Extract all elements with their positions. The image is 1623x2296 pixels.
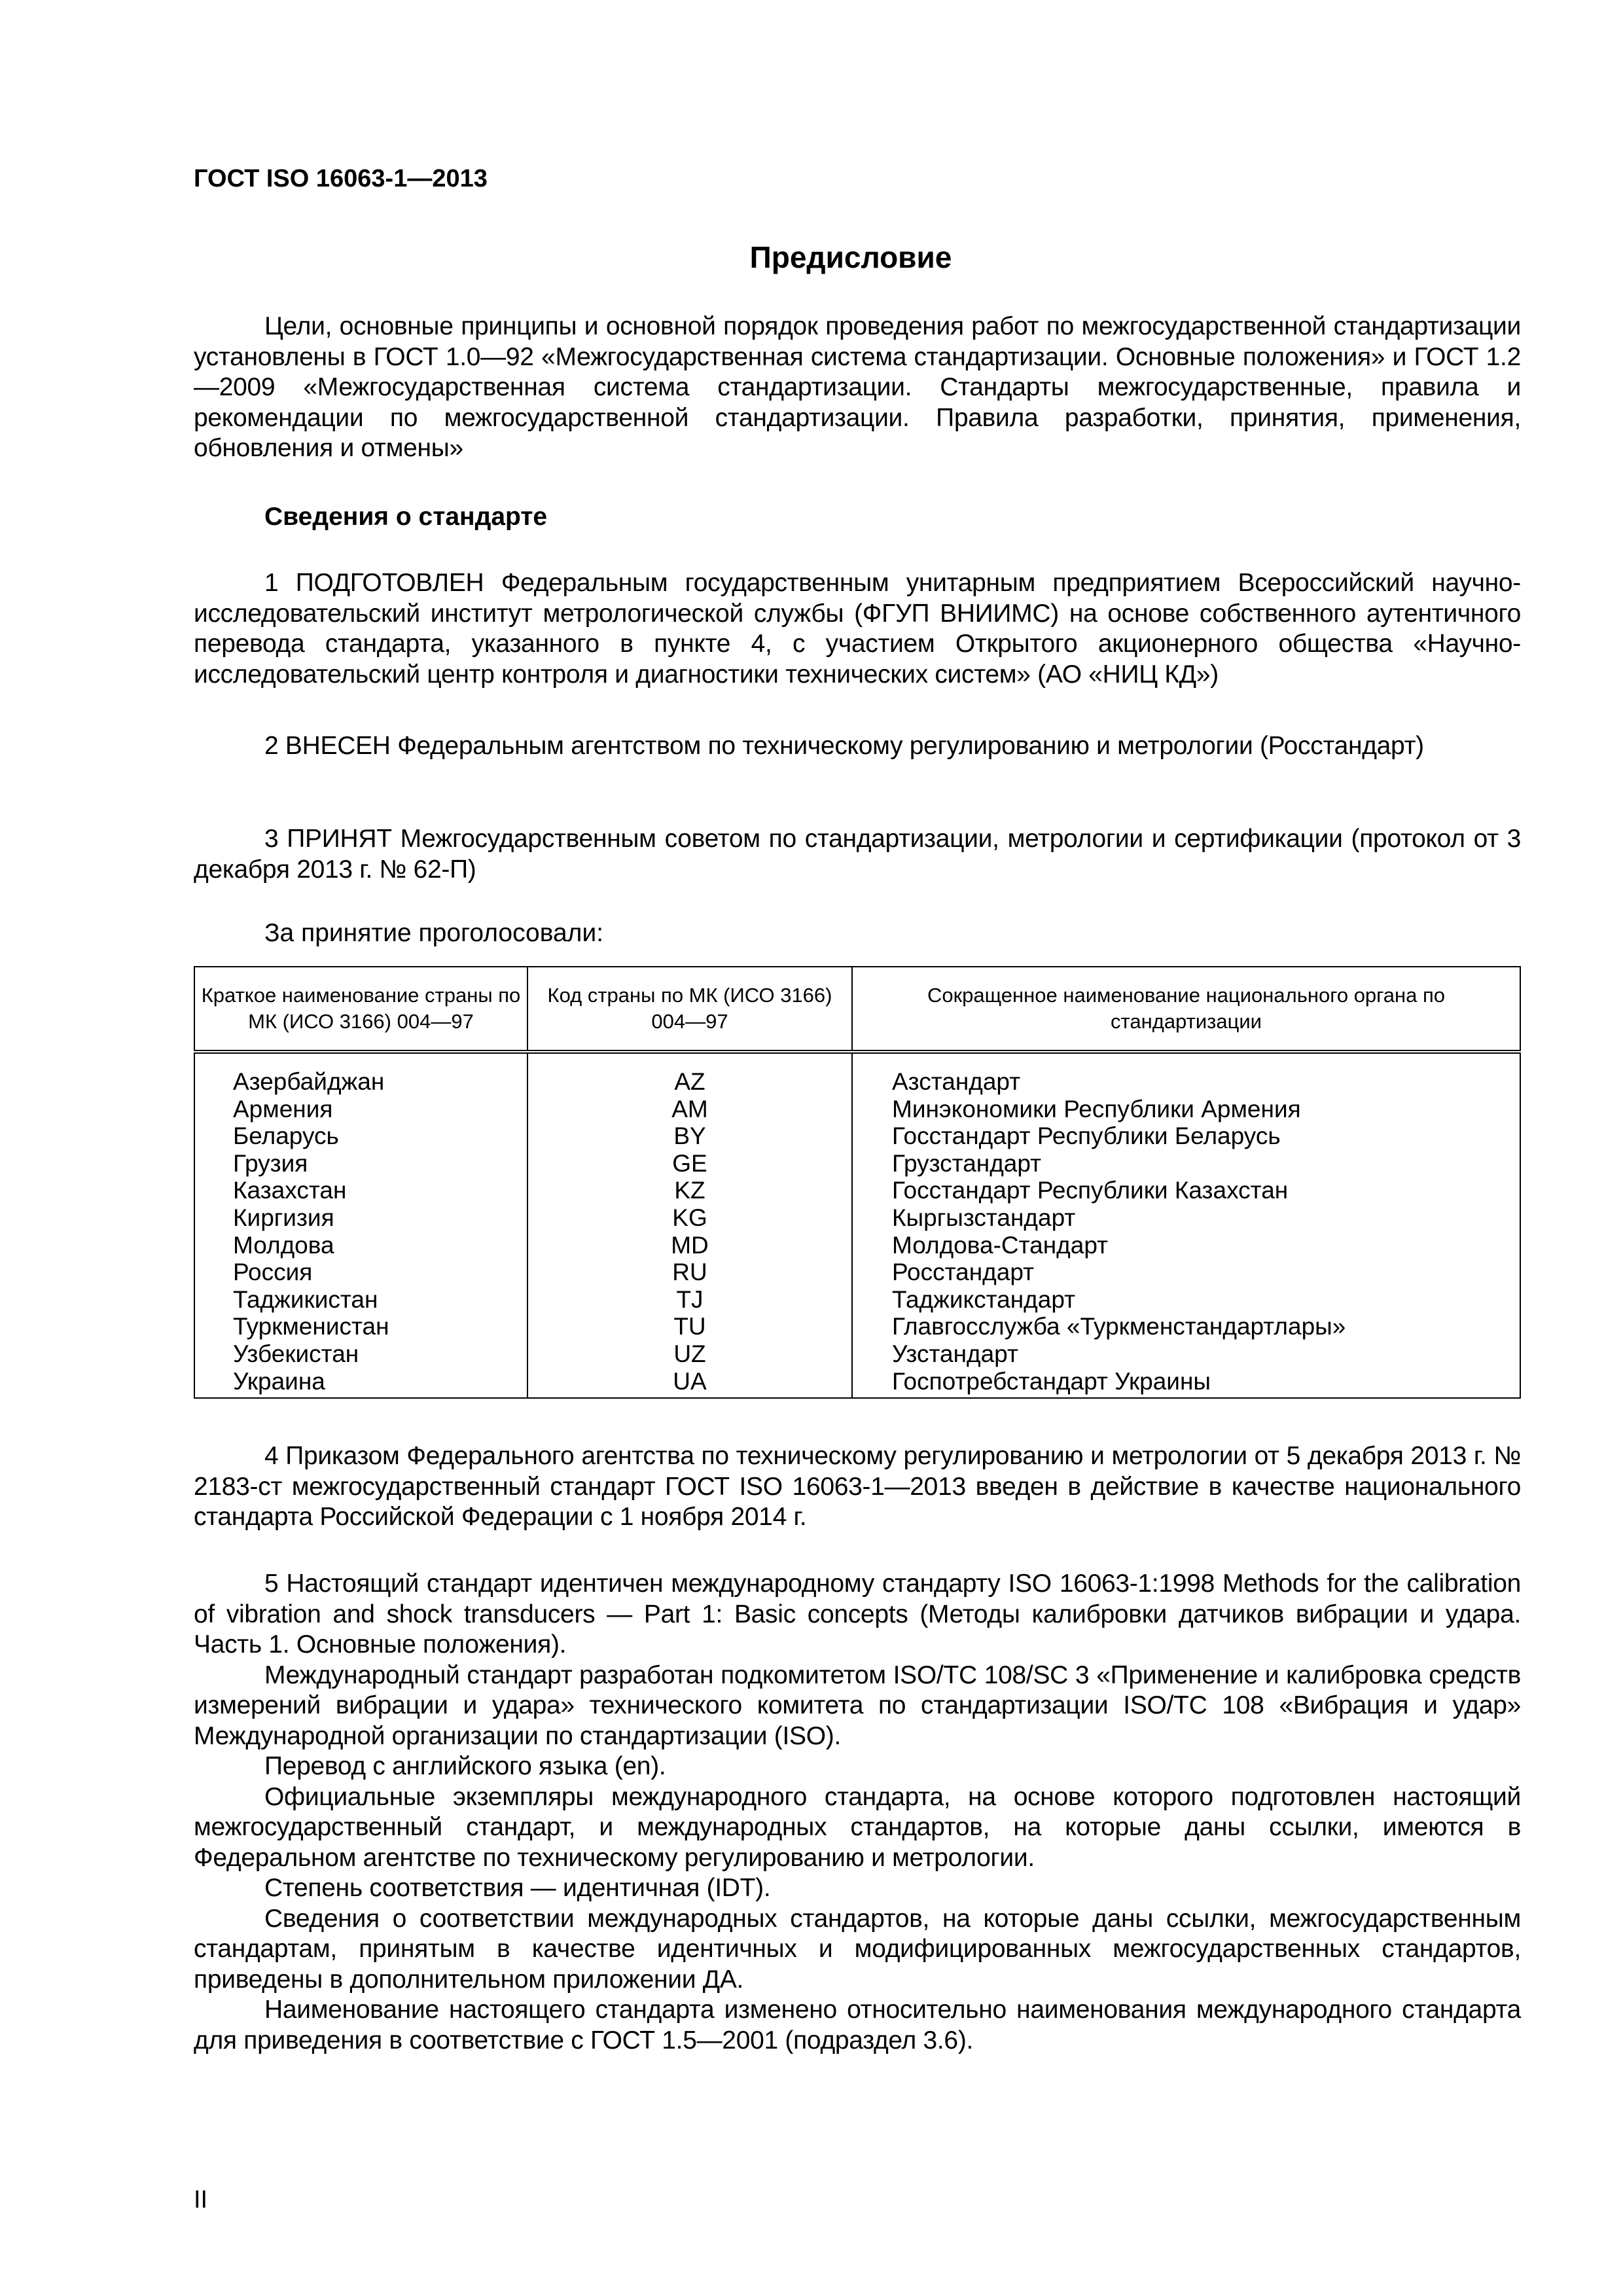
body-cell: Госстандарт Республики Казахстан xyxy=(852,1177,1520,1204)
section-heading: Сведения о стандарте xyxy=(264,503,548,531)
country-cell: Грузия xyxy=(194,1150,527,1177)
code-cell: TJ xyxy=(527,1286,852,1314)
body-cell: Кыргызстандарт xyxy=(852,1204,1520,1232)
code-cell: TU xyxy=(527,1313,852,1340)
table-row xyxy=(194,1052,1520,1096)
code-cell: UA xyxy=(527,1368,852,1399)
body-cell: Азстандарт xyxy=(852,1052,1520,1096)
body-cell: Молдова-Стандарт xyxy=(852,1232,1520,1259)
code-cell: KZ xyxy=(527,1177,852,1204)
item-4 xyxy=(194,1441,1521,1533)
item-5 xyxy=(194,1569,1521,2056)
item5-para: Степень соответствия — идентичная (IDT). xyxy=(264,1874,771,1902)
item-text: 4 Приказом Федерального агентства по техническому регулированию и метрологии от 5 декабря 2013 г. № 2183-ст межгосударственный стандарт ГОСТ ISO 16063-1—2013 введен в действие в качестве национального стандарта Российской Федерации с 1 ноября 2014 г. xyxy=(194,1442,1521,1531)
table-row xyxy=(194,1150,1520,1177)
code-cell: MD xyxy=(527,1232,852,1259)
country-cell: Россия xyxy=(194,1259,527,1286)
code-cell: BY xyxy=(527,1122,852,1150)
column-header-body: Сокращенное наименование национального органа по стандартизации xyxy=(852,967,1520,1052)
item5-para: Наименование настоящего стандарта изменено относительно наименования международного стандарта для приведения в соответствие с ГОСТ 1.5—2001 (подраздел 3.6). xyxy=(194,1996,1521,2054)
body-cell: Грузстандарт xyxy=(852,1150,1520,1177)
item-2 xyxy=(194,731,1521,762)
item5-para: Международный стандарт разработан подкомитетом ISO/TC 108/SC 3 «Применение и калибровка средств измерений вибрации и удара» технического комитета по стандартизации ISO/TC 108 «Вибрация и удар» Международной организации по стандартизации (ISO). xyxy=(194,1660,1521,1750)
voting-countries-table xyxy=(194,966,1521,1399)
body-cell: Госстандарт Республики Беларусь xyxy=(852,1122,1520,1150)
country-cell: Украина xyxy=(194,1368,527,1399)
table-row xyxy=(194,1368,1520,1399)
body-cell: Минэкономики Республики Армения xyxy=(852,1096,1520,1123)
body-cell: Узстандарт xyxy=(852,1340,1520,1368)
item-text: 2 ВНЕСЕН Федеральным агентством по техническому регулированию и метрологии (Росстандарт) xyxy=(264,732,1424,760)
country-cell: Молдова xyxy=(194,1232,527,1259)
item5-para: Официальные экземпляры международного стандарта, на основе которого подготовлен настоящий межгосударственный стандарт, и международных стандартов, на которые даны ссылки, имеются в Федеральном агентстве по техническому регулированию и метрологии. xyxy=(194,1782,1521,1872)
document-header: ГОСТ ISO 16063-1—2013 xyxy=(194,165,488,192)
table-row xyxy=(194,1204,1520,1232)
country-cell: Узбекистан xyxy=(194,1340,527,1368)
page-number: II xyxy=(194,2186,208,2214)
code-cell: KG xyxy=(527,1204,852,1232)
code-cell: AZ xyxy=(527,1052,852,1096)
vote-label: За принятие проголосовали: xyxy=(264,919,604,947)
body-cell: Главгосслужба «Туркменстандартлары» xyxy=(852,1313,1520,1340)
country-cell: Беларусь xyxy=(194,1122,527,1150)
intro-paragraph xyxy=(194,312,1521,464)
item-text: 1 ПОДГОТОВЛЕН Федеральным государственным унитарным предприятием Всероссийский научно-исследовательский институт метрологической службы (ФГУП ВНИИМС) на основе собственного аутентичного перевода стандарта, указанного в пункте 4, с участием Открытого акционерного общества «Научно-исследовательский центр контроля и диагностики технических систем» (АО «НИЦ КД») xyxy=(194,569,1521,689)
body-cell: Росстандарт xyxy=(852,1259,1520,1286)
intro-text: Цели, основные принципы и основной порядок проведения работ по межгосударственной стандартизации установлены в ГОСТ 1.0—92 «Межгосударственная система стандартизации. Основные положения» и ГОСТ 1.2—2009 «Межгосударственная система стандартизации. Стандарты межгосударственные, правила и рекомендации по межгосударственной стандартизации. Правила разработки, принятия, применения, обновления и отмены» xyxy=(194,312,1521,462)
table-row xyxy=(194,1340,1520,1368)
table-row xyxy=(194,1096,1520,1123)
column-header-code: Код страны по МК (ИСО 3166) 004—97 xyxy=(527,967,852,1052)
code-cell: GE xyxy=(527,1150,852,1177)
item-3 xyxy=(194,824,1521,885)
country-cell: Армения xyxy=(194,1096,527,1123)
country-cell: Азербайджан xyxy=(194,1052,527,1096)
table-row xyxy=(194,1122,1520,1150)
code-cell: RU xyxy=(527,1259,852,1286)
item5-para: Перевод с английского языка (en). xyxy=(264,1752,666,1780)
column-header-country: Краткое наименование страны по МК (ИСО 3166) 004—97 xyxy=(194,967,527,1052)
country-cell: Киргизия xyxy=(194,1204,527,1232)
page-title: Предисловие xyxy=(749,240,952,274)
country-cell: Туркменистан xyxy=(194,1313,527,1340)
table-row xyxy=(194,1177,1520,1204)
item-text: 3 ПРИНЯТ Межгосударственным советом по стандартизации, метрологии и сертификации (протокол от 3 декабря 2013 г. № 62-П) xyxy=(194,825,1521,884)
country-cell: Казахстан xyxy=(194,1177,527,1204)
table-row xyxy=(194,1286,1520,1314)
table-header-row xyxy=(194,967,1520,1052)
table-row xyxy=(194,1232,1520,1259)
item-1 xyxy=(194,568,1521,690)
code-cell: UZ xyxy=(527,1340,852,1368)
item5-para: 5 Настоящий стандарт идентичен международному стандарту ISO 16063-1:1998 Methods for the calibration of vibration and shock transducers — Part 1: Basic concepts (Методы калибровки датчиков вибрации и удара. Часть 1. Основные положения). xyxy=(194,1570,1521,1659)
body-cell: Госпотребстандарт Украины xyxy=(852,1368,1520,1399)
country-cell: Таджикистан xyxy=(194,1286,527,1314)
code-cell: AM xyxy=(527,1096,852,1123)
body-cell: Таджикстандарт xyxy=(852,1286,1520,1314)
table-row xyxy=(194,1313,1520,1340)
item5-para: Сведения о соответствии международных стандартов, на которые даны ссылки, межгосударственным стандартам, принятым в качестве идентичных и модифицированных межгосударственных стандартов, приведены в дополнительном приложении ДА. xyxy=(194,1904,1521,1994)
table-row xyxy=(194,1259,1520,1286)
